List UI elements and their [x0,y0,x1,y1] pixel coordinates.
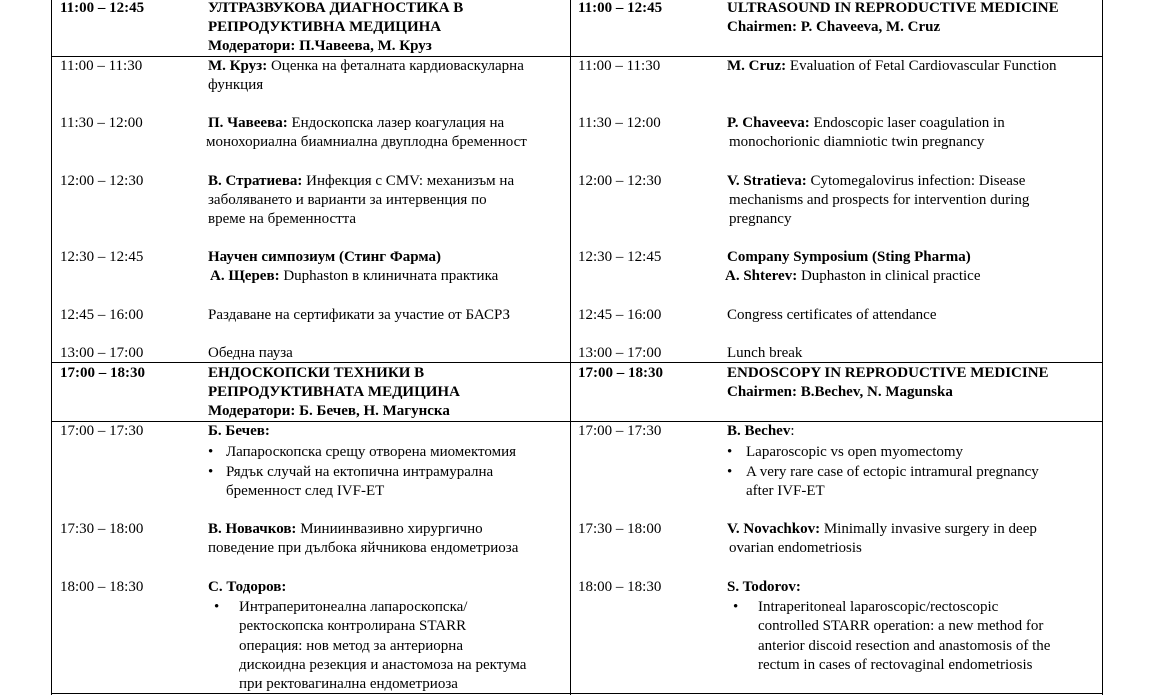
session-title: ЕНДОСКОПСКИ ТЕХНИКИ В [208,365,425,381]
talk-title: anterior discoid resection and anastomosis of the [758,638,1051,654]
speaker-name: M. Cruz: [727,58,787,74]
talk-time: 12:45 – 16:00 [578,307,662,323]
talk-title: ovarian endometriosis [729,540,862,556]
talk-time: 11:30 – 12:00 [578,115,661,131]
talk-entry [727,520,1037,539]
talk-title: време на бременността [208,211,357,227]
speaker-colon: : [790,423,795,439]
talk-time: 11:00 – 11:30 [60,58,143,74]
bullet-icon: • [733,599,739,615]
talk-title: Интраперитонеална лапароскопска/ [239,599,468,615]
session-time: 17:00 – 18:30 [60,365,145,381]
session-title: УЛТРАЗВУКОВА ДИАГНОСТИКА В [208,0,464,16]
speaker-name: V. Novachkov: [727,521,821,537]
speaker-name: B. Bechev [727,423,791,439]
talk-title: дискоидна резекция и анастомоза на ректума [239,657,527,673]
table-border-left [51,0,52,695]
speaker-name: М. Круз: [208,58,268,74]
session-time: 11:00 – 12:45 [60,0,145,16]
talk-title: mechanisms and prospects for intervention during [729,192,1030,208]
talk-entry [727,57,1057,76]
talk-time: 17:00 – 17:30 [578,423,662,439]
session-title: РЕПРОДУКТИВНА МЕДИЦИНА [208,19,442,35]
talk-title: ректоскопска контролирана STARR [239,618,467,634]
talk-title: monochorionic diamniotic twin pregnancy [729,134,985,150]
talk-time: 12:30 – 12:45 [578,249,662,265]
agenda-item: Congress certificates of attendance [727,307,937,323]
session-moderators: Модератори: П.Чавеева, М. Круз [208,38,432,54]
talk-title: монохориална биамниална двуплодна бременност [206,134,527,150]
session-time: 11:00 – 12:45 [578,0,663,16]
talk-title: Рядък случай на ектопична интрамурална [226,464,494,480]
bullet-icon: • [208,444,214,460]
speaker-name: P. Chaveeva: [727,115,810,131]
talk-title: Minimally invasive surgery in deep [820,521,1037,537]
talk-entry [727,114,1005,133]
talk-title: Cytomegalovirus infection: Disease [806,173,1026,189]
talk-entry [727,172,1025,191]
talk-time: 18:00 – 18:30 [578,579,662,595]
speaker-name: Б. Бечев: [208,423,270,439]
talk-entry [208,57,524,76]
talk-time: 13:00 – 17:00 [578,345,662,361]
talk-title: Миниинвазивно хирургично [296,521,483,537]
talk-time: 18:00 – 18:30 [60,579,144,595]
talk-time: 13:00 – 17:00 [60,345,144,361]
talk-title: controlled STARR operation: a new method for [758,618,1044,634]
talk-title: Intraperitoneal laparoscopic/rectoscopic [758,599,999,615]
talk-time: 12:00 – 12:30 [578,173,662,189]
talk-entry [725,267,981,286]
talk-time: 17:00 – 17:30 [60,423,144,439]
session-moderators: Модератори: Б. Бечев, Н. Магунска [208,403,450,419]
talk-time: 11:30 – 12:00 [60,115,143,131]
talk-title: Лапароскопска срещу отворена миомектомия [226,444,517,460]
talk-time: 12:00 – 12:30 [60,173,144,189]
talk-title: Duphaston in clinical practice [797,268,981,284]
speaker-name: С. Тодоров: [208,579,287,595]
talk-title: A very rare case of ectopic intramural pregnancy [746,464,1039,480]
symposium-title: Company Symposium (Sting Pharma) [727,249,971,265]
speaker-name: A. Shterev: [725,268,798,284]
talk-title: Endoscopic laser coagulation in [809,115,1005,131]
talk-entry [208,172,514,191]
bullet-icon: • [727,464,733,480]
talk-entry [208,520,483,539]
symposium-title: Научен симпозиум (Стинг Фарма) [208,249,441,265]
talk-time: 11:00 – 11:30 [578,58,661,74]
talk-title: бременност след IVF-ET [226,483,385,499]
bullet-icon: • [214,599,220,615]
speaker-name: В. Новачков: [208,521,297,537]
talk-time: 12:30 – 12:45 [60,249,144,265]
speaker-name: В. Стратиева: [208,173,303,189]
session-title: ULTRASOUND IN REPRODUCTIVE MEDICINE [727,0,1059,16]
talk-title: Инфекция с CMV: механизъм на [302,173,515,189]
talk-entry [208,114,504,133]
speaker-name: S. Todorov: [727,579,801,595]
agenda-item: Раздаване на сертификати за участие от БАСРЗ [208,307,510,323]
talk-title: при ректовагинална ендометриоза [239,676,458,692]
talk-entry [727,422,795,441]
talk-entry [210,267,498,286]
speaker-name: А. Щерев: [210,268,280,284]
bullet-icon: • [727,444,733,460]
talk-title: Duphaston в клиничната практика [279,268,499,284]
agenda-item: Lunch break [727,345,803,361]
talk-title: заболяването и варианти за интервенция по [208,192,487,208]
table-border-middle [570,0,571,695]
talk-title: after IVF-ET [746,483,825,499]
talk-title: Evaluation of Fetal Cardiovascular Function [786,58,1057,74]
talk-title: функция [208,77,264,93]
session-time: 17:00 – 18:30 [578,365,663,381]
talk-title: rectum in cases of rectovaginal endometriosis [758,657,1033,673]
table-border-right [1102,0,1103,695]
talk-title: pregnancy [729,211,792,227]
talk-time: 12:45 – 16:00 [60,307,144,323]
session-title: РЕПРОДУКТИВНАТА МЕДИЦИНА [208,384,460,400]
table-border-bottom [51,693,1103,694]
session-title: ENDOSCOPY IN REPRODUCTIVE MEDICINE [727,365,1049,381]
talk-title: поведение при дълбока яйчникова ендометриоза [208,540,519,556]
speaker-name: V. Stratieva: [727,173,807,189]
session-moderators: Chairmen: B.Bechev, N. Magunska [727,384,953,400]
talk-title: Оценка на феталната кардиоваскуларна [267,58,524,74]
bullet-icon: • [208,464,214,480]
talk-title: Laparoscopic vs open myomectomy [746,444,964,460]
talk-title: операция: нов метод за антериорна [239,638,463,654]
session-moderators: Chairmen: P. Chaveeva, M. Cruz [727,19,941,35]
speaker-name: П. Чавеева: [208,115,288,131]
talk-time: 17:30 – 18:00 [60,521,144,537]
talk-time: 17:30 – 18:00 [578,521,662,537]
talk-title: Ендоскопска лазер коагулация на [287,115,505,131]
agenda-item: Обедна пауза [208,345,293,361]
